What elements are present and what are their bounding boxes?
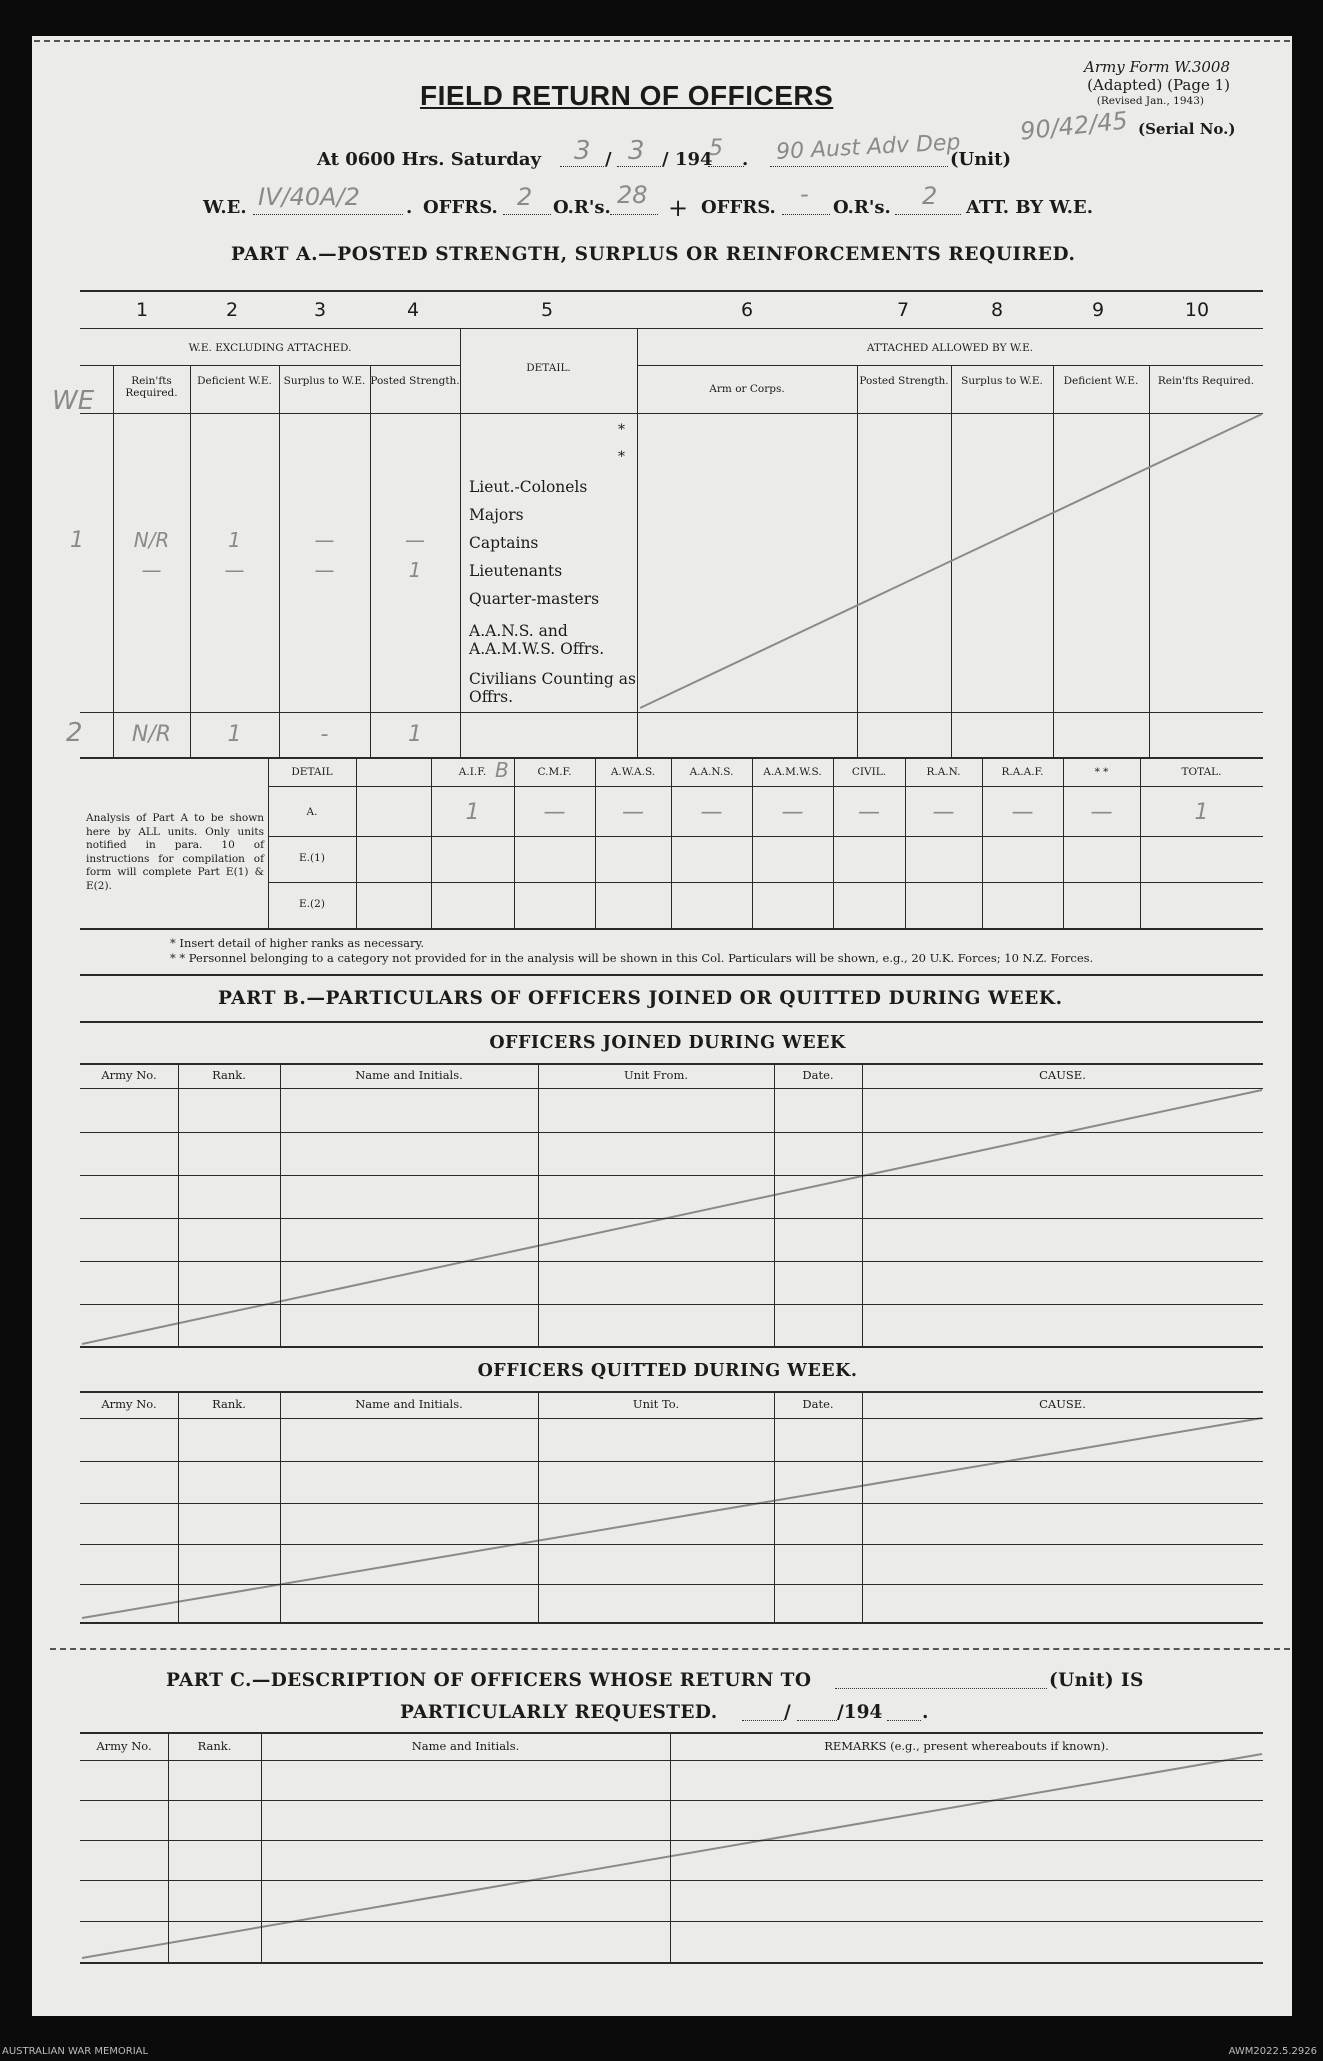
hand-total-c1: N/R (131, 722, 172, 747)
part-c-col-rank: Rank. (197, 1739, 232, 1753)
rule (80, 1962, 1263, 1964)
hand-total-c2: 1 (227, 722, 242, 747)
vrule (774, 1063, 775, 1346)
detail-lt-colonels: Lieut.-Colonels (469, 478, 588, 496)
analysis-a-aamws: — (781, 800, 804, 825)
rule (80, 1503, 1263, 1504)
star-row-1: * (618, 422, 625, 438)
vrule (905, 757, 906, 928)
ors2-value: 2 (922, 182, 938, 210)
hand-total-c4: 1 (408, 722, 422, 747)
hdr-deficient: Deficient W.E. (197, 375, 272, 387)
analysis-row-a: A. (306, 806, 318, 818)
vrule (431, 757, 432, 928)
hand-row2-c1: — (141, 558, 162, 582)
detail-lieutenants: Lieutenants (469, 562, 563, 580)
hand-row1-c2: 1 (228, 528, 241, 552)
date-month: 3 (628, 136, 645, 166)
part-c-month-fill (797, 1720, 837, 1721)
hand-side-1: 1 (70, 528, 84, 553)
unit-handwritten: 90 Aust Adv Dep (775, 130, 962, 165)
cancel-stroke-part-c (82, 1754, 1262, 1958)
vrule (1140, 757, 1141, 928)
analysis-col-aif: A.I.F. (458, 766, 487, 778)
part-b-title: PART B.—PARTICULARS OF OFFICERS JOINED OR QUITTED DURING WEEK. (218, 988, 1063, 1009)
detail-majors: Majors (469, 506, 524, 524)
rule (80, 1921, 1263, 1922)
analysis-aif-mark: B (495, 758, 509, 782)
rule (80, 1732, 1263, 1734)
part-c-year-fill (887, 1720, 921, 1721)
rule (80, 1584, 1263, 1585)
part-c-line-1: PART C.—DESCRIPTION OF OFFICERS WHOSE RETURN TO (166, 1670, 812, 1691)
part-c-year: /194 (837, 1702, 883, 1723)
rule (80, 1063, 1263, 1065)
offrs-value: 2 (517, 183, 533, 211)
analysis-col-total: TOTAL. (1181, 766, 1222, 778)
footnote-2: * * Personnel belonging to a category not provided for in the analysis will be shown in this Col. Particulars will be shown, e.g., 20 U.K. Forces; 10 N.Z. Forces. (170, 951, 1094, 965)
serial-label: (Serial No.) (1138, 120, 1236, 138)
serial-handwritten: 90/42/45 (1018, 106, 1129, 146)
quitted-col-cause: CAUSE. (1039, 1397, 1086, 1411)
vrule (261, 1732, 262, 1962)
rule (80, 1391, 1263, 1393)
quitted-col-name: Name and Initials. (355, 1397, 463, 1411)
rule (80, 1088, 1263, 1089)
hdr-surplus: Surplus to W.E. (283, 375, 366, 387)
unit-label: (Unit) (950, 149, 1011, 170)
hdr-arm-corps: Arm or Corps. (709, 383, 785, 395)
analysis-col-awas: A.W.A.S. (610, 766, 656, 778)
analysis-note: Analysis of Part A to be shown here by ALL units. Only units notified in para. 10 of instructions for compilation of form will complete Part E(1) & E(2). (86, 812, 264, 892)
rule (80, 1800, 1263, 1801)
form-id: Army Form W.3008 (1084, 58, 1230, 76)
analysis-col-raaf: R.A.A.F. (1001, 766, 1044, 778)
quitted-col-unit-to: Unit To. (632, 1397, 680, 1411)
hand-row2-c4: 1 (408, 558, 422, 582)
rule (80, 928, 1263, 930)
joined-col-name: Name and Initials. (355, 1068, 463, 1082)
joined-col-unit-from: Unit From. (623, 1068, 688, 1082)
ors-label: O.R's. (553, 197, 611, 218)
date-line-prefix: At 0600 Hrs. Saturday (317, 149, 542, 170)
page-title: FIELD RETURN OF OFFICERS (420, 80, 834, 111)
joined-col-army-no: Army No. (101, 1068, 157, 1082)
form-adapted: (Adapted) (Page 1) (1087, 76, 1230, 94)
rule (80, 1175, 1263, 1176)
hand-row1-c4: — (405, 528, 425, 552)
col-number-3: 3 (313, 299, 327, 321)
vrule (670, 1732, 671, 1962)
rule (80, 974, 1263, 976)
date-slash-2: / (662, 149, 669, 170)
analysis-a-other: — (1090, 800, 1113, 825)
cancel-stroke-part-a (640, 414, 1262, 708)
part-c-unit-fill (835, 1688, 1047, 1689)
cancel-stroke-quitted (82, 1418, 1262, 1618)
rule (80, 1132, 1263, 1133)
rule (80, 1021, 1263, 1023)
analysis-a-civil: — (858, 800, 880, 825)
perforation-line (50, 1648, 1290, 1650)
rule (80, 1346, 1263, 1348)
col-number-7: 7 (896, 299, 910, 321)
hand-row2-c3: — (314, 558, 335, 582)
vrule (168, 1732, 169, 1962)
col-number-8: 8 (990, 299, 1004, 321)
analysis-detail-label: DETAIL (291, 766, 333, 778)
vrule (178, 1063, 179, 1346)
analysis-col-cmf: C.M.F. (537, 766, 572, 778)
hand-row1-c1: N/R (133, 528, 170, 552)
group-we-excluding: W.E. EXCLUDING ATTACHED. (188, 342, 352, 354)
analysis-a-aif: 1 (465, 800, 480, 825)
quitted-col-army-no: Army No. (101, 1397, 157, 1411)
part-c-col-remarks: REMARKS (e.g., present whereabouts if known). (824, 1739, 1109, 1753)
analysis-a-cmf: — (543, 800, 566, 825)
hdr-att-surplus: Surplus to W.E. (961, 375, 1043, 387)
rule (80, 1304, 1263, 1305)
quitted-col-rank: Rank. (212, 1397, 246, 1411)
analysis-a-aans: — (700, 800, 723, 825)
hand-total-c3: - (320, 722, 329, 747)
rule (80, 1418, 1263, 1419)
detail-civilians: Civilians Counting as Offrs. (469, 670, 636, 706)
vrule (1063, 757, 1064, 928)
hdr-att-reinfts: Rein'fts Required. (1157, 375, 1255, 387)
col-number-5: 5 (540, 299, 554, 321)
cancel-stroke-joined (82, 1090, 1262, 1344)
analysis-col-ran: R.A.N. (926, 766, 961, 778)
vrule (538, 1391, 539, 1622)
rule (80, 1840, 1263, 1841)
analysis-row-e2: E.(2) (299, 898, 325, 910)
footer-credit: AUSTRALIAN WAR MEMORIAL (2, 2046, 149, 2057)
we-value: IV/40A/2 (258, 183, 360, 211)
part-c-day-fill (742, 1720, 784, 1721)
year-handwritten: 5 (709, 136, 723, 161)
vrule (595, 757, 596, 928)
rule (268, 786, 1263, 787)
hdr-att-posted: Posted Strength. (859, 375, 949, 387)
vrule (862, 1391, 863, 1622)
rule (80, 1461, 1263, 1462)
rule (268, 836, 1263, 837)
offrs2-value: - (800, 180, 809, 208)
vrule (280, 1063, 281, 1346)
we-label: W.E. (203, 197, 247, 218)
hand-row2-c2: — (224, 558, 245, 582)
quitted-col-date: Date. (802, 1397, 834, 1411)
hand-side-2: 2 (66, 718, 83, 748)
vrule (356, 757, 357, 928)
part-c-unit-is: (Unit) IS (1049, 1670, 1144, 1691)
rule (268, 882, 1263, 883)
rule (80, 1544, 1263, 1545)
hdr-reinfts: Rein'fts Required. (125, 375, 178, 399)
joined-title: OFFICERS JOINED DURING WEEK (489, 1033, 846, 1053)
detail-quartermasters: Quarter-masters (469, 590, 600, 608)
part-c-line-2: PARTICULARLY REQUESTED. (400, 1702, 718, 1723)
plus-sign: + (668, 194, 689, 222)
offrs-label: OFFRS. (423, 197, 498, 218)
analysis-row-e1: E.(1) (299, 852, 325, 864)
hand-we-side: WE (52, 386, 95, 416)
star-row-2: * (618, 449, 625, 465)
hand-row1-c3: — (314, 528, 335, 552)
rule (80, 1261, 1263, 1262)
quitted-title: OFFICERS QUITTED DURING WEEK. (477, 1361, 858, 1381)
ors2-label: O.R's. (833, 197, 891, 218)
vrule (671, 757, 672, 928)
rule (80, 1218, 1263, 1219)
vrule (752, 757, 753, 928)
year-prefix: 194 (675, 149, 713, 170)
vrule (538, 1063, 539, 1346)
analysis-col-other: * * (1094, 766, 1109, 778)
part-a-title: PART A.—POSTED STRENGTH, SURPLUS OR REINFORCEMENTS REQUIRED. (231, 244, 1076, 265)
analysis-a-total: 1 (1194, 800, 1209, 825)
analysis-col-civil: CIVIL. (851, 766, 887, 778)
col-number-6: 6 (740, 299, 754, 321)
joined-col-date: Date. (802, 1068, 834, 1082)
col-number-10: 10 (1184, 299, 1210, 321)
joined-col-cause: CAUSE. (1039, 1068, 1086, 1082)
date-day: 3 (574, 136, 591, 166)
rule (80, 1760, 1263, 1761)
footer-accession: AWM2022.5.2926 (1228, 2046, 1317, 2057)
detail-aans: A.A.N.S. and A.A.M.W.S. Offrs. (469, 622, 605, 658)
analysis-a-ran: — (932, 800, 955, 825)
date-slash-1: / (605, 149, 612, 170)
analysis-col-aamws: A.A.M.W.S. (763, 766, 822, 778)
col-number-4: 4 (406, 299, 420, 321)
analysis-a-awas: — (622, 800, 644, 825)
part-c-col-army-no: Army No. (96, 1739, 152, 1753)
detail-captains: Captains (469, 534, 539, 552)
part-c-col-name: Name and Initials. (411, 1739, 520, 1753)
vrule (280, 1391, 281, 1622)
hdr-posted: Posted Strength. (370, 375, 460, 387)
col-number-1: 1 (135, 299, 149, 321)
ors-value: 28 (617, 181, 648, 209)
rule (80, 1622, 1263, 1624)
joined-col-rank: Rank. (212, 1068, 246, 1082)
att-label: ATT. BY W.E. (966, 197, 1094, 218)
analysis-a-raaf: — (1011, 800, 1034, 825)
part-c-date-slash: / (784, 1702, 791, 1723)
col-number-9: 9 (1091, 299, 1105, 321)
vrule (514, 757, 515, 928)
col-number-2: 2 (225, 299, 239, 321)
vrule (833, 757, 834, 928)
rule (80, 1880, 1263, 1881)
form-revised: (Revised Jan., 1943) (1096, 95, 1204, 107)
period-1: . (406, 197, 413, 218)
vrule (774, 1391, 775, 1622)
vrule (982, 757, 983, 928)
date-period: . (742, 149, 749, 170)
offrs2-label: OFFRS. (701, 197, 776, 218)
hdr-att-deficient: Deficient W.E. (1063, 375, 1139, 387)
detail-header: DETAIL. (526, 362, 571, 374)
vrule (862, 1063, 863, 1346)
footnote-1: * Insert detail of higher ranks as necessary. (170, 936, 425, 950)
part-c-period: . (922, 1702, 929, 1723)
analysis-col-aans: A.A.N.S. (689, 766, 734, 778)
vrule (178, 1391, 179, 1622)
group-attached: ATTACHED ALLOWED BY W.E. (866, 342, 1034, 354)
